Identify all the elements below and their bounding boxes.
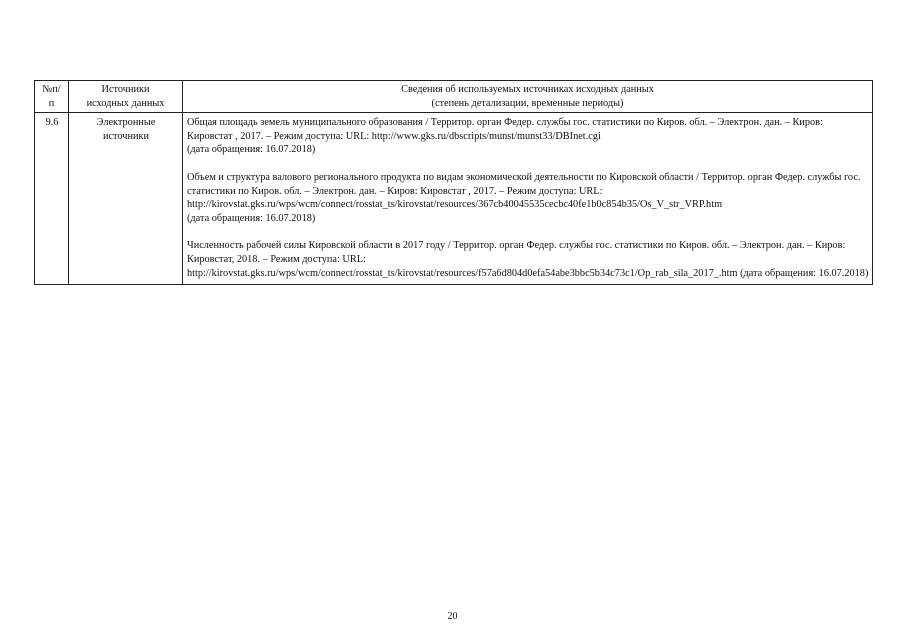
- row-source-line1: Электронные: [96, 117, 156, 129]
- entry-accessed-date: (дата обращения: 16.07.2018): [187, 212, 316, 224]
- header-sources-line2: исходных данных: [86, 97, 165, 109]
- entry-accessed-date: (дата обращения: 16.07.2018): [740, 267, 869, 279]
- row-source-line2: источники: [102, 130, 150, 142]
- header-sources-line1: Источники: [101, 84, 150, 95]
- row-source-type: [69, 113, 183, 285]
- header-number-line2: п: [48, 97, 55, 109]
- entry-url-link[interactable]: http://kirovstat.gks.ru/wps/wcm/connect/rosstat_ts/kirovstat/resources/367cb40045535cecbc40fe1b0c854b35/Os_V_str_VRP.htm: [187, 199, 723, 211]
- table-header-row: [35, 81, 873, 113]
- entry-text: Общая площадь земель муниципального образования / Территор. орган Федер. службы гос. статистики по Киров. обл. – Электрон. дан. – Киров: Кировстат , 2017. – Режим доступа: URL: http://www.gks.ru/dbscripts/munst/munst33/DBInet.cgi: [187, 117, 823, 142]
- source-entry-land-area: [187, 116, 869, 157]
- row-details: [183, 113, 873, 285]
- sources-table: [34, 80, 873, 285]
- header-details-line2: (степень детализации, временные периоды): [431, 97, 624, 109]
- entry-accessed-date: (дата обращения: 16.07.2018): [187, 144, 316, 156]
- table-row: [35, 113, 873, 285]
- header-number-line1: №п/: [42, 84, 61, 95]
- source-entry-labor-force: [187, 239, 869, 280]
- header-details-line1: Сведения об используемых источниках исходных данных: [401, 84, 654, 95]
- entry-text: Численность рабочей силы Кировской области в 2017 году / Территор. орган Федер. службы гос. статистики по Киров. обл. – Электрон. дан. – Киров: Кировстат, 2018. – Режим доступа: URL:: [187, 240, 846, 265]
- header-number: [35, 81, 69, 113]
- row-number: 9.6: [35, 113, 69, 285]
- entry-text: Объем и структура валового регионального продукта по видам экономической деятельности по Кировской области / Территор. орган Федер. службы гос. статистики по Киров. обл. – Электрон. дан. – Киров: Кировстат , 2017. – Режим доступа: URL:: [187, 171, 861, 197]
- header-details: [183, 81, 873, 113]
- source-entry-grp-structure: [187, 171, 869, 225]
- entry-url-link[interactable]: http://kirovstat.gks.ru/wps/wcm/connect/rosstat_ts/kirovstat/resources/f57a6d804d0efa54abe3bbc5b34c73c1/Op_rab_sila_2017_.htm: [187, 267, 738, 279]
- page-number: 20: [447, 611, 458, 622]
- sources-table-container: [34, 80, 872, 285]
- header-sources: [69, 81, 183, 113]
